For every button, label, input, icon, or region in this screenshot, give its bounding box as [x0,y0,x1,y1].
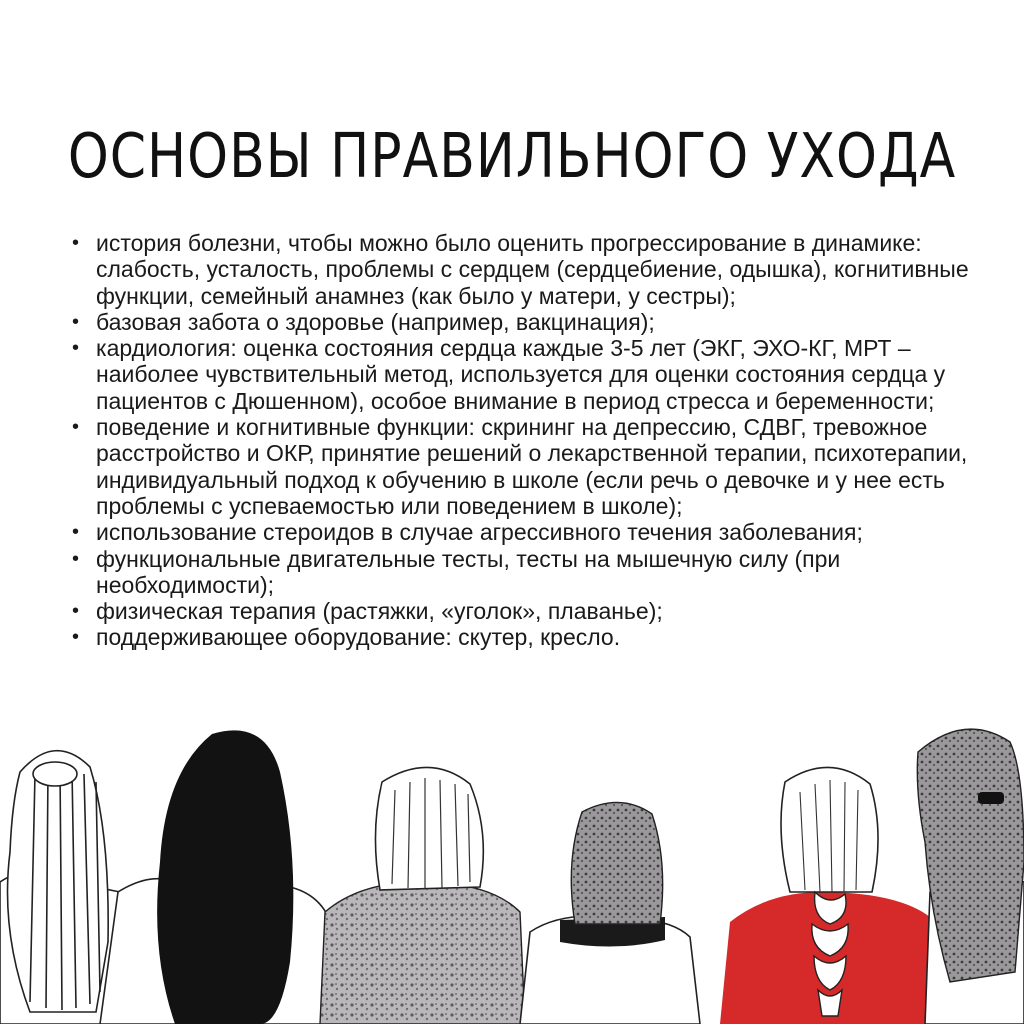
care-list [72,230,972,651]
list-item: • использование стероидов в случае агрессивного течения заболевания; [72,519,972,545]
list-item: • поддерживающее оборудование: скутер, кресло. [72,624,972,650]
list-item: • кардиология: оценка состояния сердца каждые 3-5 лет (ЭКГ, ЭХО-КГ, МРТ – наиболее чувствительный метод, используется для оценки состояния сердца у пациентов с Дюшенном), особое внимание в период стресса и беременности; [72,335,972,414]
list-item: • история болезни, чтобы можно было оценить прогрессирование в динамике: слабость, усталость, проблемы с сердцем (сердцебиение, одышка), когнитивные функции, семейный анамнез (как было у матери, у сестры); [72,230,972,309]
woman-6 [917,729,1024,1024]
women-illustration [0,712,1024,1024]
list-item: • базовая забота о здоровье (например, вакцинация); [72,309,972,335]
woman-4 [520,802,700,1024]
page-title: ОСНОВЫ ПРАВИЛЬНОГО УХОДА [67,121,957,193]
list-item: • поведение и когнитивные функции: скрининг на депрессию, СДВГ, тревожное расстройство и ОКР, принятие решений о лекарственной терапии, психотерапии, индивидуальный подход к обучению в школе (если речь о девочке и у нее есть проблемы с успеваемостью или поведением в школе); [72,414,972,519]
woman-2 [100,730,340,1024]
list-item: • физическая терапия (растяжки, «уголок», плаванье); [72,598,972,624]
list-item: • функциональные двигательные тесты, тесты на мышечную силу (при необходимости); [72,546,972,599]
woman-3 [320,767,525,1024]
woman-1 [0,751,120,1024]
